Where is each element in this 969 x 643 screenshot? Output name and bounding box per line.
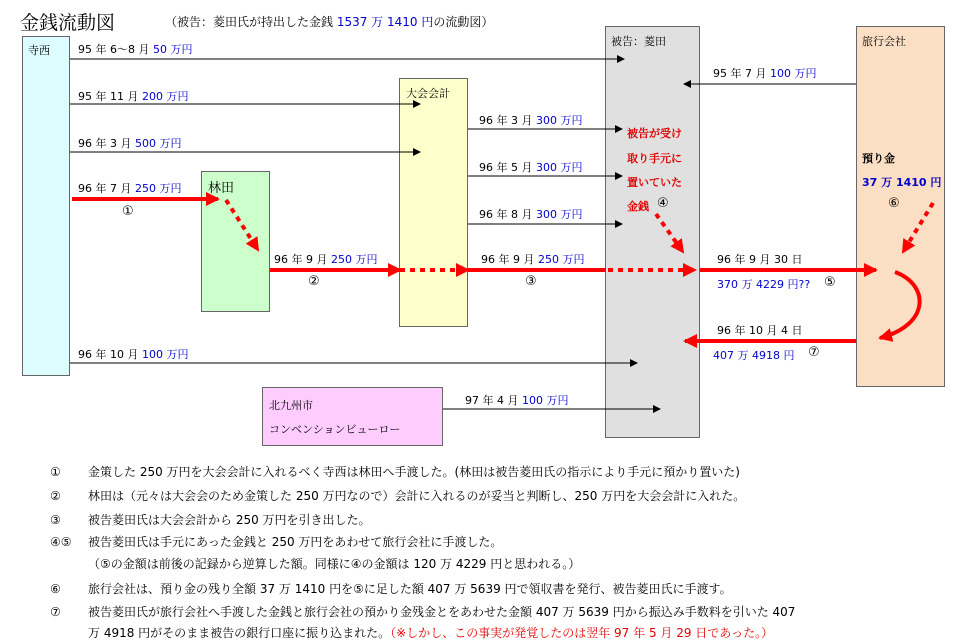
terasai-label: 寺西 [28,44,50,57]
flow-label: 95 年 6～8 月 50 万円 [78,43,193,56]
kept-money-note-2: 取り手元に [627,152,682,165]
diagram-subtitle: （被告：菱田氏が持出した金銭 1537 万 1410 円の流動図） [165,15,494,29]
kept-money-note-3: 置いていた [627,176,682,189]
note-line: ⑦ 被告菱田氏が旅行会社へ手渡した金銭と旅行会社の預かり金残金とをあわせた金額 407 万 5639 円から振込み手数料を引いた 407 [50,605,796,619]
flow-label: 95 年 11 月 200 万円 [78,90,189,103]
flow-label: 96 年 3 月 300 万円 [479,114,583,127]
note-line: ⑥ 旅行会社は、預り金の残り全額 37 万 1410 円を⑤に足した額 407 万 5639 円で領収書を発行、被告菱田氏に手渡す。 [50,582,732,596]
marker-1: ① [122,204,134,219]
flow-label: 96 年 3 月 500 万円 [78,137,182,150]
kyushu-label-1: 北九州市 [269,399,313,412]
marker-5: ⑤ [824,275,836,290]
kept-money-note-1: 被告が受け [627,127,682,140]
red-dotted-hayashida [226,200,258,250]
flow-label: 96 年 9 月 30 日 [717,253,803,266]
note-line: ② 林田は（元々は大会会のため金策した 250 万円なので）会計に入れるのが妥当と判断し、250 万円を大会会計に入れた。 [50,489,746,503]
marker-4: ④ [657,196,669,211]
deposit-label: 預り金 [862,152,895,165]
flow-label: 96 年 10 月 100 万円 [78,348,189,361]
ryoko-label: 旅行会社 [862,35,906,48]
hishida-label: 被告：菱田 [611,35,666,48]
marker-3: ③ [525,274,537,289]
red-dotted-6 [903,203,933,252]
diagram-title: 金銭流動図 [20,12,116,34]
hayashida-label: 林田 [208,181,235,196]
note-line: ① 金策した 250 万円を大会会計に入れるべく寺西は林田へ手渡した。(林田は被告菱田氏の指示により手元に預かり置いた) [50,465,740,479]
flow-amount: 407 万 4918 円 [713,349,795,362]
flow-label: 96 年 8 月 300 万円 [479,208,583,221]
flow-label: 96 年 5 月 300 万円 [479,161,583,174]
red-curve-arrow [880,272,920,338]
flow-label: 96 年 7 月 250 万円 [78,182,182,195]
flow-amount: 370 万 4229 円?? [717,278,811,291]
marker-7: ⑦ [808,345,820,360]
note-line: 万 4918 円がそのまま被告の銀行口座に振り込まれた。（※しかし、この事実が発覚したのは翌年 97 年 5 月 29 日であった。） [88,626,774,640]
note-line: （⑤の金額は前後の記録から逆算した額。同様に④の金額は 120 万 4229 円と思われる。） [88,557,581,571]
note-line: ④⑤ 被告菱田氏は手元にあった金銭と 250 万円をあわせて旅行会社に手渡した。 [50,535,503,549]
red-dotted-4 [656,214,683,252]
note-line: ③ 被告菱田氏は大会会計から 250 万円を引き出した。 [50,513,371,527]
marker-2: ② [308,274,320,289]
deposit-amount: 37 万 1410 円 [862,176,942,189]
flow-label: 97 年 4 月 100 万円 [465,394,569,407]
kyushu-label-2: コンベンションビューロー [269,423,401,436]
flow-label: 95 年 7 月 100 万円 [713,67,817,80]
marker-6: ⑥ [888,196,900,211]
kept-money-note-4: 金銭 [627,200,649,213]
flow-label: 96 年 9 月 250 万円 [274,253,378,266]
flow-label: 96 年 9 月 250 万円 [481,253,585,266]
flow-label: 96 年 10 月 4 日 [717,324,803,337]
taikai-label: 大会会計 [406,87,450,100]
